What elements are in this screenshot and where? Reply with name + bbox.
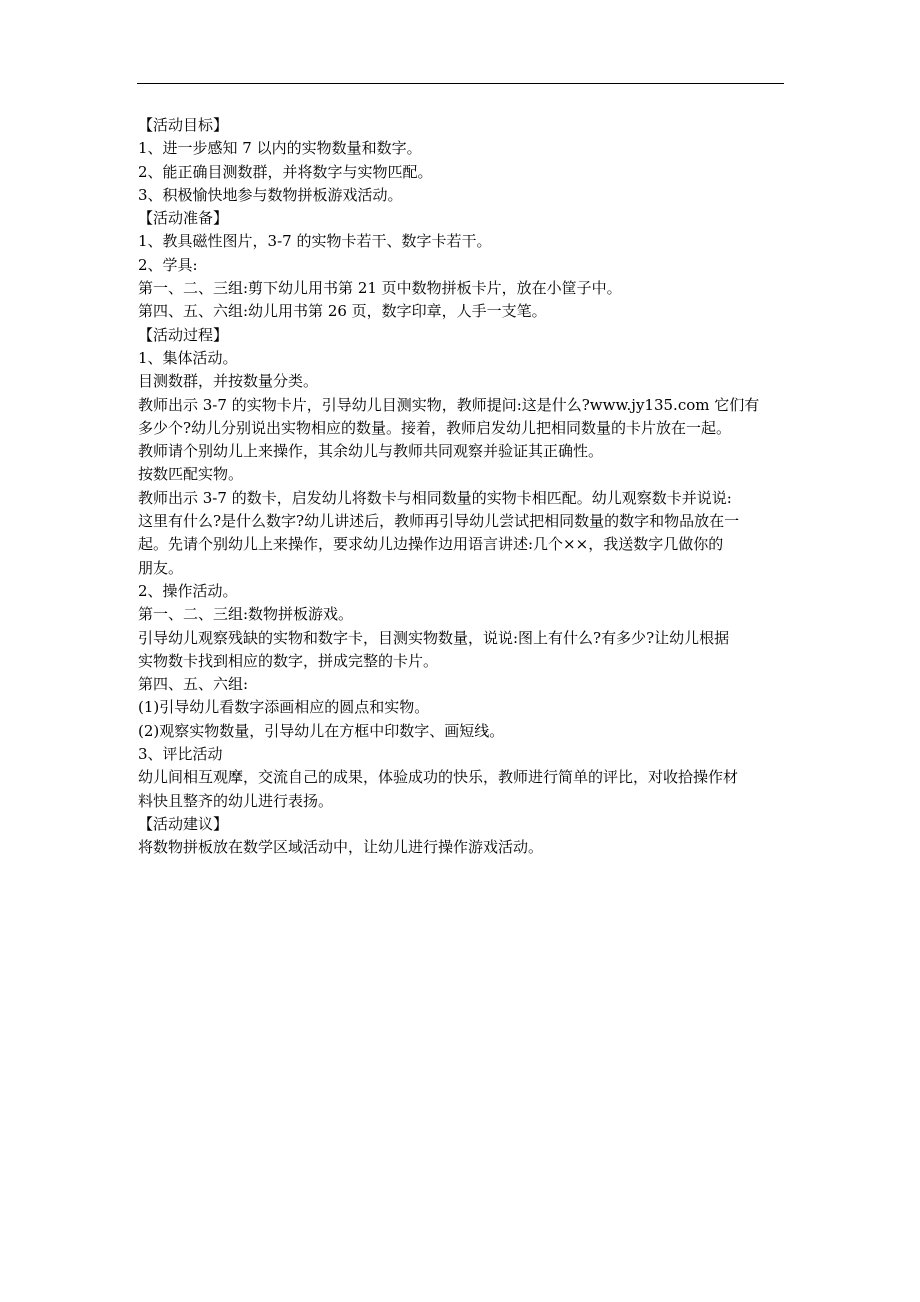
- text-line: 1、进一步感知 7 以内的实物数量和数字。: [138, 139, 422, 158]
- text-line: 这里有什么?是什么数字?幼儿讲述后，教师再引导幼儿尝试把相同数量的数字和物品放在一: [138, 512, 740, 531]
- text-line: 教师请个别幼儿上来操作，其余幼儿与教师共同观察并验证其正确性。: [138, 442, 604, 461]
- text-line: (2)观察实物数量，引导幼儿在方框中印数字、画短线。: [138, 721, 505, 740]
- text-line: 第一、二、三组:剪下幼儿用书第 21 页中数物拼板卡片，放在小筐子中。: [138, 279, 622, 298]
- text-line: 按数匹配实物。: [138, 465, 244, 484]
- text-line: 教师出示 3-7 的数卡，启发幼儿将数卡与相同数量的实物卡相匹配。幼儿观察数卡并说说:: [138, 488, 732, 507]
- text-line: 第四、五、六组:: [138, 675, 249, 694]
- text-line: 3、评比活动: [138, 745, 223, 764]
- text-line: 【活动目标】: [138, 116, 229, 134]
- text-line: 【活动准备】: [138, 209, 229, 228]
- text-line: 第四、五、六组:幼儿用书第 26 页，数字印章，人手一支笔。: [138, 302, 547, 321]
- text-line: 【活动过程】: [138, 325, 229, 344]
- text-line: 3、积极愉快地参与数物拼板游戏活动。: [138, 185, 403, 204]
- text-line: 实物数卡找到相应的数字，拼成完整的卡片。: [138, 651, 439, 670]
- document-body: [138, 114, 786, 860]
- text-line: 多少个?幼儿分别说出实物相应的数量。接着，教师启发幼儿把相同数量的卡片放在一起。: [138, 418, 732, 437]
- text-line: 料快且整齐的幼儿进行表扬。: [138, 791, 334, 810]
- text-line: 【活动建议】: [138, 814, 229, 833]
- text-line: 目测数群，并按数量分类。: [138, 372, 319, 391]
- text-line: 第一、二、三组:数物拼板游戏。: [138, 605, 354, 624]
- text-line: 2、操作活动。: [138, 581, 238, 600]
- text-line: 朋友。: [138, 558, 184, 577]
- text-line: 教师出示 3-7 的实物卡片，引导幼儿目测实物，教师提问:这是什么?www.jy135.com 它们有: [138, 395, 760, 414]
- text-line: 引导幼儿观察残缺的实物和数字卡，目测实物数量，说说:图上有什么?有多少?让幼儿根据: [138, 628, 730, 647]
- text-line: 1、教具磁性图片，3-7 的实物卡若干、数字卡若干。: [138, 232, 492, 251]
- header-rule: [137, 83, 784, 84]
- text-line: 2、能正确目测数群，并将数字与实物匹配。: [138, 162, 433, 181]
- text-line: 将数物拼板放在数学区域活动中，让幼儿进行操作游戏活动。: [138, 838, 544, 857]
- text-line: 1、集体活动。: [138, 348, 238, 367]
- text-line: 幼儿间相互观摩，交流自己的成果，体验成功的快乐，教师进行简单的评比，对收拾操作材: [138, 768, 739, 787]
- text-line: (1)引导幼儿看数字添画相应的圆点和实物。: [138, 698, 430, 717]
- text-line: 2、学具:: [138, 255, 198, 274]
- text-line: 起。先请个别幼儿上来操作，要求幼儿边操作边用语言讲述:几个××，我送数字几做你的: [138, 535, 724, 554]
